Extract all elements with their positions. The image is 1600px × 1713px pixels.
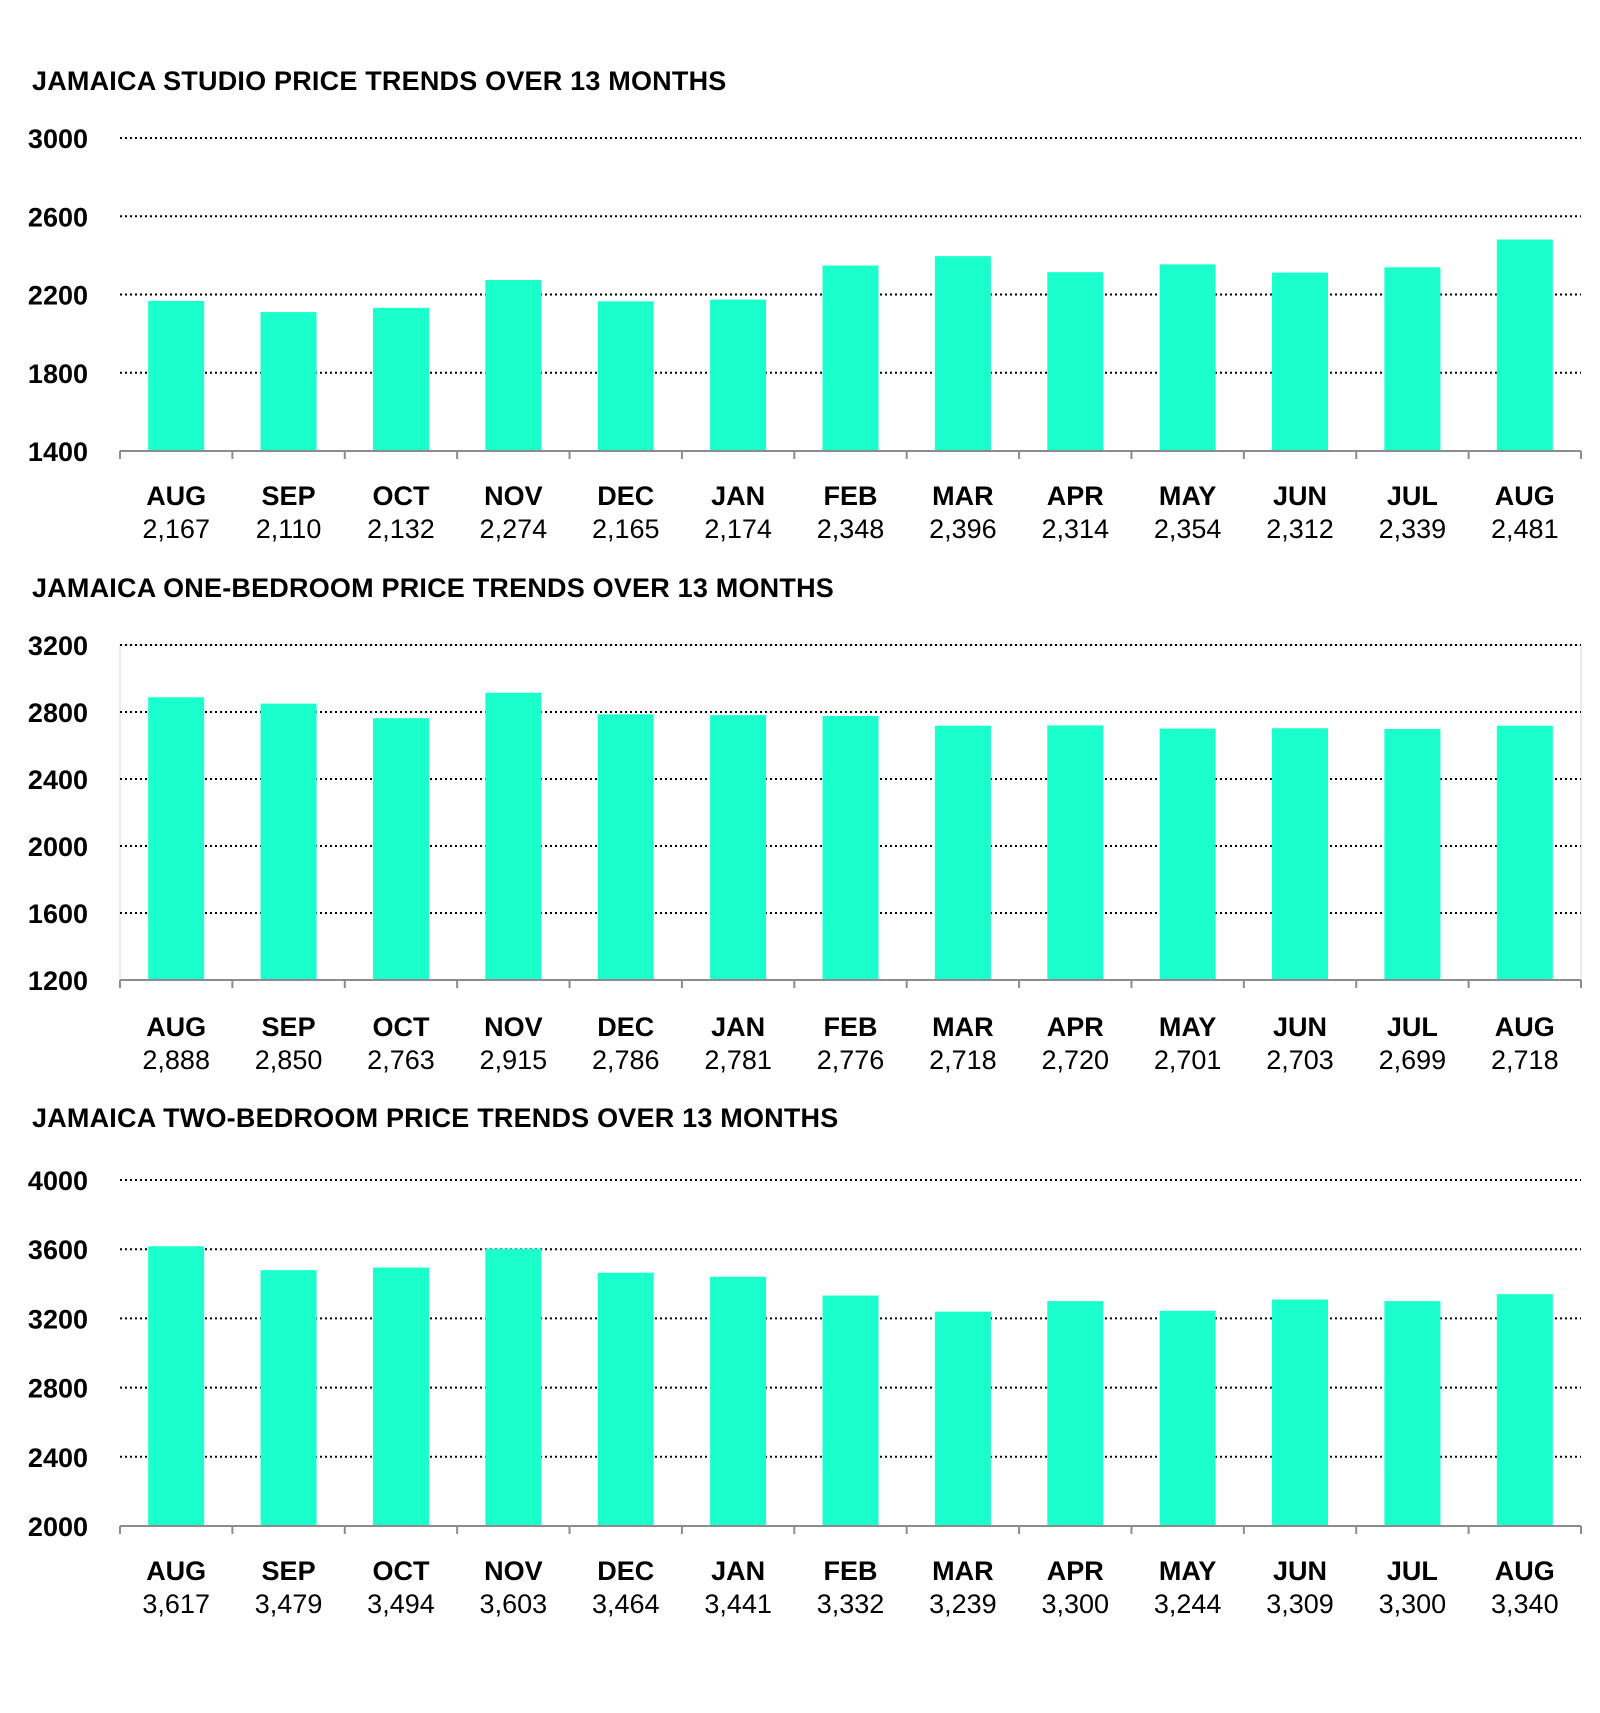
bar-value-label: 2,339 bbox=[1378, 514, 1447, 544]
bar-value-label: 2,354 bbox=[1153, 514, 1222, 544]
bar-value-label: 2,699 bbox=[1378, 1045, 1447, 1075]
x-category-label: APR bbox=[1046, 1556, 1104, 1586]
bar bbox=[1384, 1301, 1440, 1526]
x-category-label: MAY bbox=[1158, 1012, 1217, 1042]
y-tick-label: 2800 bbox=[27, 1373, 88, 1404]
bar bbox=[935, 1312, 991, 1526]
x-category-label: OCT bbox=[372, 1012, 430, 1042]
x-category-label: NOV bbox=[484, 481, 543, 511]
x-category-label: DEC bbox=[597, 481, 655, 511]
bar bbox=[148, 1246, 204, 1526]
x-category-label: JUL bbox=[1386, 481, 1438, 511]
x-category-label: APR bbox=[1046, 1012, 1104, 1042]
bar-value-label: 3,244 bbox=[1153, 1589, 1222, 1619]
x-category-label: JUN bbox=[1273, 481, 1328, 511]
bar-value-label: 3,309 bbox=[1266, 1589, 1334, 1619]
x-category-label: AUG bbox=[146, 1556, 207, 1586]
bar-value-label: 2,312 bbox=[1266, 514, 1334, 544]
x-category-label: AUG bbox=[146, 481, 207, 511]
y-tick-label: 1400 bbox=[27, 437, 88, 467]
bar-value-label: 3,494 bbox=[367, 1589, 435, 1619]
bar-value-label: 2,888 bbox=[142, 1045, 210, 1075]
y-tick-label: 1200 bbox=[27, 966, 88, 996]
y-tick-label: 3200 bbox=[27, 1304, 88, 1335]
bar bbox=[598, 1273, 654, 1526]
y-tick-label: 2600 bbox=[27, 202, 88, 233]
bar bbox=[1272, 1300, 1328, 1526]
bar bbox=[823, 1296, 879, 1526]
x-category-label: OCT bbox=[372, 481, 430, 511]
bar-value-label: 2,781 bbox=[704, 1045, 772, 1075]
bar-value-label: 2,314 bbox=[1041, 514, 1110, 544]
bar-value-label: 2,703 bbox=[1266, 1045, 1334, 1075]
bar-value-label: 2,167 bbox=[142, 514, 210, 544]
x-category-label: MAR bbox=[932, 1556, 994, 1586]
x-category-label: JAN bbox=[711, 1012, 766, 1042]
bar-value-label: 3,479 bbox=[254, 1589, 323, 1619]
x-category-label: JAN bbox=[711, 1556, 766, 1586]
y-tick-label: 2800 bbox=[27, 698, 88, 728]
x-category-label: NOV bbox=[484, 1012, 543, 1042]
bar-value-label: 2,348 bbox=[816, 514, 885, 544]
y-tick-label: 2000 bbox=[27, 1512, 88, 1542]
bar-value-label: 3,300 bbox=[1041, 1589, 1110, 1619]
bar bbox=[1047, 1301, 1103, 1526]
bar-value-label: 3,332 bbox=[816, 1589, 885, 1619]
x-category-label: JUL bbox=[1386, 1556, 1438, 1586]
chart-title: JAMAICA TWO-BEDROOM PRICE TRENDS OVER 13 MONTHS bbox=[32, 1103, 839, 1133]
x-category-label: MAR bbox=[932, 481, 994, 511]
chart-title: JAMAICA ONE-BEDROOM PRICE TRENDS OVER 13 MONTHS bbox=[32, 573, 834, 603]
y-tick-label: 4000 bbox=[27, 1166, 88, 1196]
x-category-label: JUL bbox=[1386, 1012, 1438, 1042]
y-tick-label: 2400 bbox=[27, 765, 88, 795]
bar-value-label: 2,110 bbox=[255, 514, 322, 544]
y-tick-label: 3200 bbox=[27, 631, 88, 661]
y-tick-label: 3000 bbox=[27, 124, 88, 154]
bar-value-label: 2,701 bbox=[1153, 1045, 1222, 1075]
x-category-label: SEP bbox=[261, 1556, 316, 1586]
x-category-label: JUN bbox=[1273, 1556, 1328, 1586]
x-category-label: FEB bbox=[823, 481, 878, 511]
x-category-label: AUG bbox=[1494, 481, 1555, 511]
x-category-label: OCT bbox=[372, 1556, 430, 1586]
y-tick-label: 2000 bbox=[27, 832, 88, 862]
bar bbox=[710, 1277, 766, 1526]
x-category-label: JAN bbox=[711, 481, 766, 511]
y-tick-label: 1600 bbox=[27, 899, 88, 929]
bar-value-label: 2,720 bbox=[1041, 1045, 1110, 1075]
x-category-label: AUG bbox=[1494, 1012, 1555, 1042]
bar-value-label: 2,165 bbox=[591, 514, 660, 544]
x-category-label: MAY bbox=[1158, 481, 1217, 511]
x-category-label: JUN bbox=[1273, 1012, 1328, 1042]
bar bbox=[261, 1270, 317, 1526]
bar bbox=[373, 1268, 429, 1526]
chart-title: JAMAICA STUDIO PRICE TRENDS OVER 13 MONTHS bbox=[32, 66, 727, 96]
bar bbox=[1497, 1294, 1553, 1526]
y-tick-label: 1800 bbox=[27, 358, 88, 389]
x-category-label: DEC bbox=[597, 1556, 655, 1586]
bar-value-label: 3,617 bbox=[142, 1589, 210, 1619]
bar-value-label: 2,786 bbox=[591, 1045, 660, 1075]
x-category-label: FEB bbox=[823, 1012, 878, 1042]
x-category-label: NOV bbox=[484, 1556, 543, 1586]
bar-value-label: 2,763 bbox=[367, 1045, 435, 1075]
bar-value-label: 2,915 bbox=[479, 1045, 548, 1075]
bar-value-label: 3,239 bbox=[929, 1589, 997, 1619]
bar-value-label: 3,464 bbox=[591, 1589, 660, 1619]
x-category-label: SEP bbox=[261, 481, 316, 511]
x-category-label: MAR bbox=[932, 1012, 994, 1042]
bar-value-label: 3,441 bbox=[704, 1589, 772, 1619]
bar bbox=[1160, 1311, 1216, 1526]
x-category-label: SEP bbox=[261, 1012, 316, 1042]
bar-value-label: 2,174 bbox=[704, 514, 772, 544]
bar-value-label: 2,274 bbox=[479, 514, 548, 544]
bar-value-label: 2,481 bbox=[1491, 514, 1559, 544]
bar-value-label: 2,396 bbox=[929, 514, 997, 544]
y-tick-label: 3600 bbox=[27, 1235, 88, 1266]
x-category-label: APR bbox=[1046, 481, 1104, 511]
y-tick-label: 2200 bbox=[27, 280, 88, 311]
y-tick-label: 2400 bbox=[27, 1442, 88, 1473]
x-category-label: AUG bbox=[146, 1012, 207, 1042]
bar-value-label: 2,850 bbox=[254, 1045, 323, 1075]
bar-value-label: 2,718 bbox=[929, 1045, 997, 1075]
bar-value-label: 3,340 bbox=[1491, 1589, 1559, 1619]
bar-value-label: 2,718 bbox=[1491, 1045, 1559, 1075]
x-category-label: DEC bbox=[597, 1012, 655, 1042]
x-category-label: FEB bbox=[823, 1556, 878, 1586]
bar-value-label: 2,132 bbox=[367, 514, 435, 544]
x-category-label: AUG bbox=[1494, 1556, 1555, 1586]
bar-value-label: 2,776 bbox=[816, 1045, 885, 1075]
bar bbox=[485, 1249, 541, 1526]
bar-value-label: 3,603 bbox=[479, 1589, 548, 1619]
bar-value-label: 3,300 bbox=[1378, 1589, 1447, 1619]
x-category-label: MAY bbox=[1158, 1556, 1217, 1586]
